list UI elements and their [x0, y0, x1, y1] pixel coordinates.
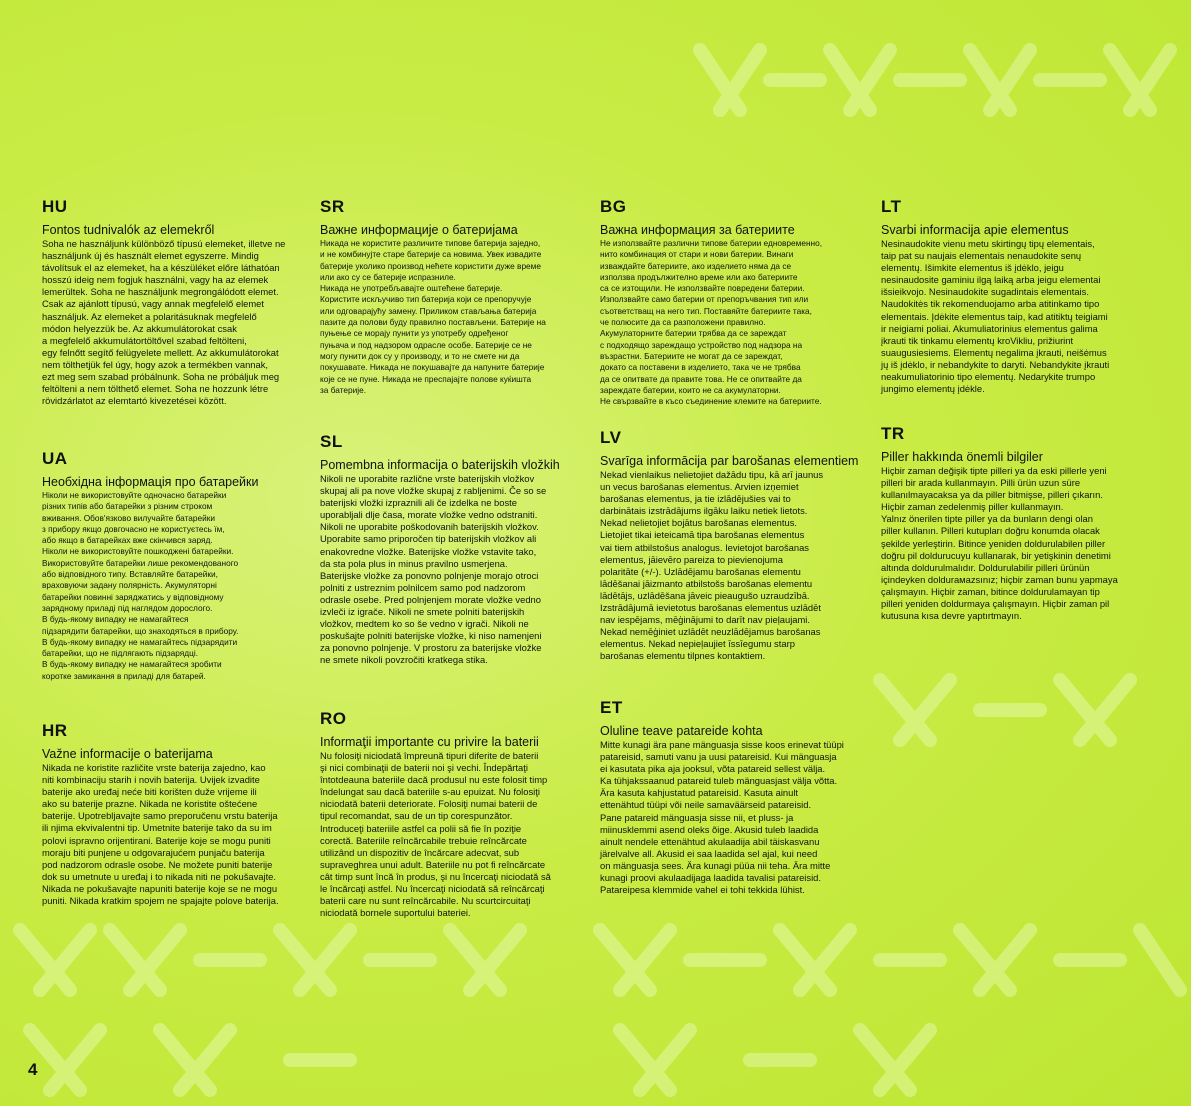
language-code: HU: [42, 197, 68, 216]
language-code: UA: [42, 449, 68, 468]
language-code: TR: [881, 424, 905, 443]
section-body: Никада не користите различите типове батерија заједно, и не комбинујте старе батерије са новима. Увек извадите батерије уколико производ нећете користити дуже време или ако су се батерије испразниле. Никада не употребљавајте оштећене батерије. Користите искључиво тип батерија који се препоручује или одговарајућу замену. Приликом стављања батерија пазите да полови буду правилно постављени. Батерије на пуњење се морају пунити уз употребу одређеног пуњача и под надзором одрасле особе. Батерије се не могу пунити док су у производу, и то не смете ни да покушавате. Никада не покушавајте да напуните батерије које се не пуне. Никада не преспајајте полове куќишта за батерије.: [320, 238, 546, 395]
section-body: Ніколи не використовуйте одночасно батарейки різних типів або батарейки з різним строком вживання. Обов'язково вилучайте батарейки з прибору якщо довгочасно не користуєтесь їм, або якщо в батарейках вже скінчився заряд. Ніколи не використовуйте пошкоджені батарейки. Використовуйте батарейки лише рекомендованого або відповідного типу. Вставляйте батарейки, враховуючи задану полярність. Акумуляторні батарейки повинні заряджатись у відповідному зарядному приладі під наглядом дорослого. В будь-якому випадку не намагайтеся підзарядити батарейки, що знаходяться в прибору. В будь-якому випадку не намагайтесь підзарядити батарейки, що не підлягають підзарядці. В будь-якому випадку не намагайтеся зробити коротке замикання в приладі для батарей.: [42, 490, 239, 681]
section-ro: [320, 709, 582, 919]
language-code: SR: [320, 197, 345, 216]
section-body: Не използвайте различни типове батерии едновременно, нито комбинация от стари и нови батерии. Винаги изваждайте батериите, ако изделието няма да се използва продължително време или ако батериите са се изтощили. Не използвайте повредени батерии. Използвайте само батерии от препоръчвания тип или съответстващ на него тип. Поставяйте батериите така, че полюсите да са разположени правилно. Акумулаторните батерии трябва да се зареждат с подходящо зареждащо устройство под надзора на възрастни. Батериите не могат да се зареждат, докато са поставени в изделието, така че не трябва да се опитвате да правите това. Не се опитвайте да зареждате батерии, които не са акумулаторни. Не свързвайте в късо съединение клемите на батериите.: [600, 238, 823, 407]
section-body: Hiçbir zaman değişik tipte pilleri ya da eski pillerle yeni pilleri bir arada kullanmayın. Pilli ürün uzun süre kullanılmayacaksa ya da piller bitmişse, pilleri çıkarın. Hiçbir zaman zedelenmiş piller kullanmayın. Yalnız önerilen tipte piller ya da bunların dengi olan piller kullanın. Pilleri kutupları doğru konumda olacak şekilde yerleştirin. Bitince yeniden doldurulabilen piller doğru pil doldurucuyu kullanarak, bir yetişkinin denetimi altında doldurulmalıdır. Doldurulabilir pilleri ürünün içindeyken doldurамazsınız; hiçbir zaman bunu yapmaya çalışmayın. Hiçbir zaman, bitince doldurulamayan tip pilleri yeniden doldurmaya çalışmayın. Hiçbir zaman pil kutusuna kısa devre yaptırtmayın.: [881, 465, 1118, 622]
section-hu: [42, 197, 304, 407]
section-lv: [600, 428, 862, 663]
section-title: Pomembna informacija o baterijskih vložkih: [320, 458, 560, 472]
language-code: SL: [320, 432, 343, 451]
section-title: Svarīga informācija par barošanas elementiem: [600, 454, 859, 468]
section-body: Soha ne használjunk különböző típusú elemeket, illetve ne használjunk új és használt elemet egyszerre. Mindig távolítsuk el az elemeket, ha a készüléket előre láthatóan hosszú ideig nem fogjuk használni, vagy ha az elemek lemerültek. Soha ne használjunk megrongálódott elemet. Csak az ajánlott típusú, vagy annak megfelelő elemet használjuk. Az elemeket a polaritásuknak megfelelő módon helyezzük be. Az akkumulátorokat csak a megfelelő akkumulátortöltővel szabad feltölteni, egy felnőtt segítő felügyelete mellett. Az akkumulátorokat nem tölthetjük fel úgy, hogy azok a termékben vannak, ezt meg sem szabad próbálnunk. Soha ne próbáljuk meg feltölteni a nem tölthető elemet. Soha ne hozzunk létre rövidzárlatot az elemtartó kivezetései között.: [42, 238, 286, 407]
language-code: LT: [881, 197, 902, 216]
page-number: 4: [28, 1060, 38, 1079]
section-body: Nu folosiţi niciodată împreună tipuri diferite de baterii şi nici combinaţii de baterii noi şi vechi. Îndepărtaţi întotdeauna bateriile dacă produsul nu este folosit timp îndelungat sau dacă bateriile s-au epuizat. Nu folosiţi niciodată baterii deteriorate. Folosiţi numai baterii de tipul recomandat, sau de un tip corespunzător. Introduceţi bateriile astfel ca polii să fie în poziţie corectă. Bateriile reîncărcabile trebuie reîncărcate utilizând un dispozitiv de încărcare adecvat, sub supraveghrea unui adult. Bateriile nu pot fi reîncărcate cât timp sunt încă în produs, şi nu încercaţi niciodată să le încărcaţi astfel. Nu încercaţi niciodată să reîncărcaţi baterii care nu sunt reîncărcabile. Nu scurtcircuitaţi niciodată bornele suportului bateriei.: [320, 750, 551, 919]
section-sl: [320, 432, 582, 667]
section-title: Необхідна інформація про батарейки: [42, 475, 259, 489]
section-sr: [320, 197, 582, 396]
section-hr: [42, 721, 304, 907]
section-title: Piller hakkında önemli bilgiler: [881, 450, 1043, 464]
section-title: Fontos tudnivalók az elemekről: [42, 223, 215, 237]
section-title: Oluline teave patareide kohta: [600, 724, 763, 738]
language-code: BG: [600, 197, 627, 216]
section-tr: [881, 424, 1143, 622]
section-title: Важне информације о батеријама: [320, 223, 518, 237]
section-et: [600, 698, 862, 896]
section-title: Svarbi informacija apie elementus: [881, 223, 1069, 237]
section-body: Nesinaudokite vienu metu skirtingų tipų elementais, taip pat su naujais elementais nenaudokite senų elementų. Išimkite elementus iš įdėklo, jeigu nesinaudosite gaminiu ilgą laiką arba jeigu elementai išsieikvojo. Nesinaudokite sugadintais elementais. Naudokitės tik rekomenduojamo arba atitinkamo tipo elementais. Įdėkite elementus taip, kad atitiktų teigiami ir neigiami poliai. Akumuliatorinius elementus galima įkrauti tik tinkamu elementų kroVikliu, prižiurint suaugusiesiems. Elementų negalima įkrauti, neišėmus jų iš įdėklo, ir nebandykite to daryti. Nebandykite įkrauti neakumuliatorinio tipo elementų. Nedarykite trumpo jungimo elementų įdėkle.: [881, 238, 1110, 395]
section-body: Nekad vienlaikus nelietojiet dažādu tipu, kā arī jaunus un vecus barošanas elementus. Arvien izņemiet barošanas elementus, ja tie izlādējušies vai to darbinātais izstrādājums ilgāku laiku netiek lietots. Nekad nelietojiet bojātus barošanas elementus. Lietojiet tikai ieteicamā tipa barošanas elementus vai tiem atbilstošus analogus. Ievietojot barošanas elementus, jāievēro pareiza to pievienojuma polaritāte (+/-). Uzlādējamu barošanas elementu lādēšanai jāizmanto atbilstošs barošanas elementu lādētājs, uzlādēšana jāveic pieaugušo uzraudzībā. Izstrādājumā ievietotus barošanas elementus uzlādēt nav iespējams, mēģinājumi to darīt nav pieļaujami. Nekad nemēģiniet uzlādēt neuzlādējamus barošanas elementus. Nekad nepieļaujiet īssīegumu starp barošanas elementu tilpnes kontaktiem.: [600, 469, 824, 662]
section-lt: [881, 197, 1143, 395]
section-ua: [42, 449, 304, 682]
section-title: Informaţii importante cu privire la baterii: [320, 735, 539, 749]
language-code: ET: [600, 698, 623, 717]
section-bg: [600, 197, 862, 407]
section-title: Важна информация за батериите: [600, 223, 795, 237]
language-code: HR: [42, 721, 68, 740]
section-body: Mitte kunagi ära pane mänguasja sisse koos erinevat tüüpi patareisid, samuti vanu ja uusi patareisid. Kui mänguasja ei kasutata pika aja jooksul, võta patareid sellest välja. Ka tühjakssaanud patareid tuleb mänguasjast välja võtta. Ära kasuta kahjustatud patareisid. Kasuta ainult ettenähtud tüüpi või neile samaväärseid patareisid. Pane patareid mänguasja sisse nii, et pluss- ja miinusklemmi asend oleks õige. Akusid tuleb laadida ainult nendele ettenähtud akulaadija abil täiskasvanu järelvalve all. Akusid ei saa laadida sel ajal, kui need on mänguasja sees. Ära kunagi püüa nii teha. Ära mitte kunagi proovi akulaadijaga laadida tavalisi patareisid. Patareipesa klemmide vahel ei tohi tekkida lühist.: [600, 739, 844, 896]
language-code: RO: [320, 709, 347, 728]
section-title: Važne informacije o baterijama: [42, 747, 213, 761]
language-code: LV: [600, 428, 622, 447]
section-body: Nikada ne koristite različite vrste baterija zajedno, kao niti kombinaciju starih i novih baterija. Uvijek izvadite baterije ako uređaj neće biti korišten duže vrijeme ili ako su baterije prazne. Nikada ne koristite oštećene baterije. Upotrebljavajte samo preporučenu vrstu baterija ili njima ekvivalentni tip. Umetnite baterije tako da su im polovi ispravno orijentirani. Baterije koje se mogu puniti moraju biti punjene u odgovarajućem punjaču baterija pod nadzorom odrasle osobe. Ne možete puniti baterije dok su umetnute u uređaj i to nikada niti ne pokušavajte. Nikada ne pokušavajte napuniti baterije koje se ne mogu puniti. Nikada kratkim spojem ne spajajte polove baterija.: [42, 762, 279, 907]
section-body: Nikoli ne uporabite različne vrste baterijskih vložkov skupaj ali pa nove vložke skupaj z rabljenimi. Če so se baterijski vložki izpraznili ali če izdelka ne boste uporabljali dlje časa, morate vložke vedno odstraniti. Nikoli ne uporabite poškodovanih baterijskih vložkov. Uporabite samo priporočen tip baterijskih vložkov ali enakovredne vložke. Baterijske vložke vstavite tako, da sta pola plus in minus pravilno usmerjena. Baterijske vložke za ponovno polnjenje morajo otroci polniti z ustreznim polnilcem samo pod nadzorom odrasle osebe. Pred polnjenjem morate vložke vedno izvleči iz igrače. Nikoli ne smete polniti baterijskih vložkov, medtem ko so še vedno v igrači. Nikoli ne poskušajte polniti baterijske vložke, ki niso namenjeni za ponovno polnjenje. V prostoru za baterijske vložke ne smete nikoli povzročiti kratkega stika.: [320, 473, 547, 666]
